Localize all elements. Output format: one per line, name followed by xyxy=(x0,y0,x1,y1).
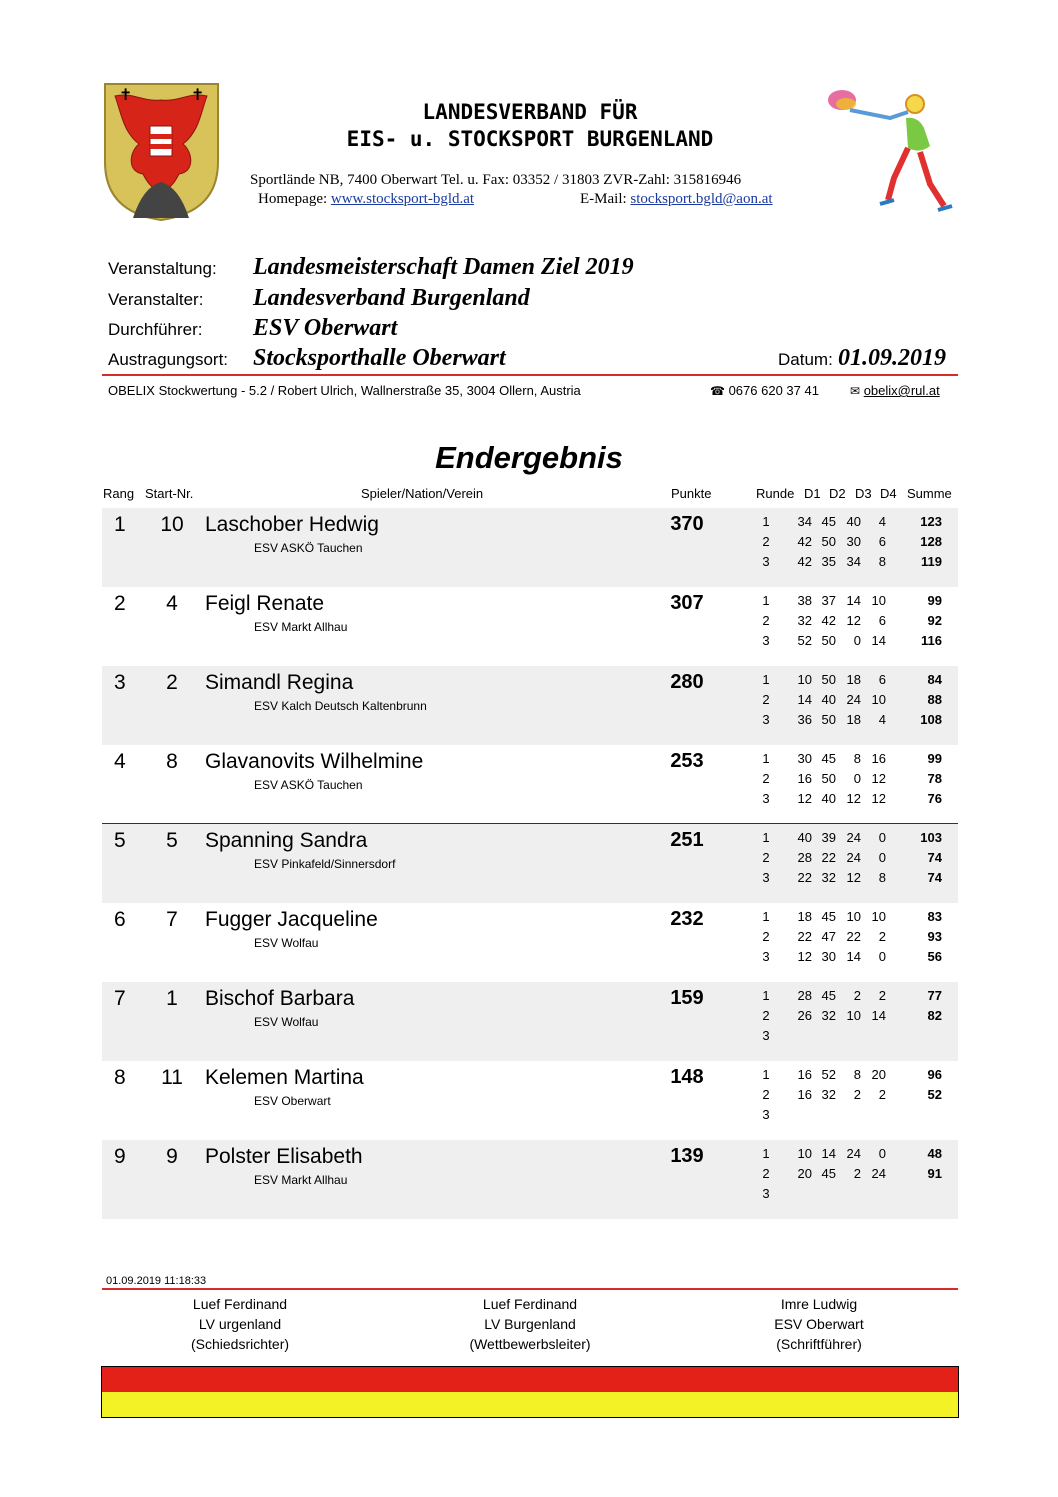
d3-value: 2 xyxy=(853,1087,861,1102)
col-d3: D3 xyxy=(855,486,872,501)
summe-value: 52 xyxy=(927,1087,942,1102)
player-club: ESV Oberwart xyxy=(254,1094,331,1108)
runde-value: 3 xyxy=(762,633,770,648)
runde-value: 1 xyxy=(762,909,770,924)
durchfuehrer-value: ESV Oberwart xyxy=(253,315,398,341)
summe-value: 83 xyxy=(927,909,942,924)
row-divider xyxy=(102,823,958,824)
runde-value: 2 xyxy=(762,692,770,707)
d1-value: 42 xyxy=(797,534,812,549)
result-row xyxy=(102,587,958,666)
d1-value: 18 xyxy=(797,909,812,924)
player-name: Kelemen Martina xyxy=(205,1066,364,1089)
mail-icon: ✉ xyxy=(850,384,861,398)
d3-value: 2 xyxy=(853,1166,861,1181)
d3-value: 0 xyxy=(853,771,861,786)
signature-name: Luef Ferdinand xyxy=(192,1296,288,1312)
signature-org: LV Burgenland xyxy=(484,1316,576,1332)
veranstalter-value: Landesverband Burgenland xyxy=(253,285,530,311)
player-club: ESV Markt Allhau xyxy=(254,1173,348,1187)
d4-value: 0 xyxy=(878,850,886,865)
d4-value: 8 xyxy=(878,870,886,885)
summe-value: 48 xyxy=(927,1146,942,1161)
d2-value: 45 xyxy=(821,909,836,924)
d2-value: 45 xyxy=(821,514,836,529)
summe-value: 76 xyxy=(927,791,942,806)
d4-value: 10 xyxy=(871,692,886,707)
d2-value: 40 xyxy=(821,791,836,806)
d1-value: 38 xyxy=(797,593,812,608)
col-runde: Runde xyxy=(756,486,795,501)
print-timestamp: 01.09.2019 11:18:33 xyxy=(106,1275,207,1287)
d4-value: 14 xyxy=(871,1008,886,1023)
player-club: ESV Pinkafeld/Sinnersdorf xyxy=(254,857,396,871)
d1-value: 10 xyxy=(797,1146,812,1161)
d1-value: 28 xyxy=(797,988,812,1003)
d4-value: 2 xyxy=(878,1087,886,1102)
summe-value: 92 xyxy=(927,613,942,628)
rang-value: 2 xyxy=(114,592,126,615)
stocksport-player-illustration xyxy=(820,88,955,216)
d2-value: 14 xyxy=(821,1146,836,1161)
runde-value: 2 xyxy=(762,1166,770,1181)
d1-value: 20 xyxy=(797,1166,812,1181)
result-row xyxy=(102,1061,958,1140)
rang-value: 7 xyxy=(114,987,126,1010)
rang-value: 8 xyxy=(114,1066,126,1089)
summe-value: 91 xyxy=(927,1166,942,1181)
d2-value: 42 xyxy=(821,613,836,628)
d1-value: 28 xyxy=(797,850,812,865)
d2-value: 50 xyxy=(821,534,836,549)
runde-value: 1 xyxy=(762,988,770,1003)
email-link[interactable]: stocksport.bgld@aon.at xyxy=(630,191,773,207)
summe-value: 116 xyxy=(921,633,942,648)
player-club: ESV ASKÖ Tauchen xyxy=(254,541,363,555)
summe-value: 56 xyxy=(927,949,942,964)
flag-yellow-stripe xyxy=(102,1392,958,1417)
d2-value: 32 xyxy=(821,1087,836,1102)
summe-value: 74 xyxy=(927,850,942,865)
d3-value: 22 xyxy=(846,929,861,944)
col-start-nr: Start-Nr. xyxy=(145,486,194,501)
d2-value: 50 xyxy=(821,672,836,687)
association-title-line1: LANDESVERBAND FÜR xyxy=(422,100,638,124)
d1-value: 16 xyxy=(797,1067,812,1082)
d4-value: 12 xyxy=(871,771,886,786)
d2-value: 47 xyxy=(821,929,836,944)
runde-value: 1 xyxy=(762,1067,770,1082)
summe-value: 128 xyxy=(920,534,942,549)
signature-org: LV urgenland xyxy=(198,1316,282,1332)
start-nr-value: 5 xyxy=(166,829,178,852)
player-name: Glavanovits Wilhelmine xyxy=(205,750,424,773)
summe-value: 99 xyxy=(927,593,942,608)
runde-value: 2 xyxy=(762,1008,770,1023)
austragungsort-value: Stocksporthalle Oberwart xyxy=(253,345,506,371)
d2-value: 22 xyxy=(821,850,836,865)
result-row xyxy=(102,508,958,587)
d2-value: 37 xyxy=(821,593,836,608)
player-name: Spanning Sandra xyxy=(205,829,368,852)
d1-value: 52 xyxy=(797,633,812,648)
d3-value: 10 xyxy=(846,909,861,924)
rang-value: 5 xyxy=(114,829,126,852)
col-punkte: Punkte xyxy=(671,486,712,501)
player-name: Bischof Barbara xyxy=(205,987,355,1010)
summe-value: 82 xyxy=(927,1008,942,1023)
result-row xyxy=(102,1140,958,1219)
runde-value: 2 xyxy=(762,850,770,865)
runde-value: 3 xyxy=(762,949,770,964)
d2-value: 50 xyxy=(821,633,836,648)
d4-value: 10 xyxy=(871,593,886,608)
software-phone: 0676 620 37 41 xyxy=(728,383,819,398)
svg-text:✝: ✝ xyxy=(191,85,205,104)
runde-value: 3 xyxy=(762,870,770,885)
d1-value: 26 xyxy=(797,1008,812,1023)
summe-value: 103 xyxy=(920,830,942,845)
association-address: Sportlände NB, 7400 Oberwart Tel. u. Fax: 03352 / 31803 ZVR-Zahl: 315816946 xyxy=(250,172,742,188)
start-nr-value: 1 xyxy=(166,987,178,1010)
d4-value: 0 xyxy=(878,1146,886,1161)
punkte-value: 280 xyxy=(670,671,704,693)
runde-value: 3 xyxy=(762,1107,770,1122)
runde-value: 1 xyxy=(762,514,770,529)
signature-name: Imre Ludwig xyxy=(780,1296,858,1312)
d3-value: 40 xyxy=(846,514,861,529)
software-email-link[interactable]: obelix@rul.at xyxy=(863,383,940,398)
veranstalter-label: Veranstalter: xyxy=(108,290,204,309)
signature-block-wettbewerbsleiter xyxy=(430,1294,630,1354)
runde-value: 3 xyxy=(762,1028,770,1043)
punkte-value: 253 xyxy=(670,750,704,772)
rang-value: 9 xyxy=(114,1145,126,1168)
col-rang: Rang xyxy=(103,486,135,501)
result-row xyxy=(102,666,958,745)
d3-value: 2 xyxy=(853,988,861,1003)
summe-value: 88 xyxy=(927,692,942,707)
runde-value: 3 xyxy=(762,1186,770,1201)
d3-value: 24 xyxy=(846,1146,861,1161)
start-nr-value: 9 xyxy=(166,1145,178,1168)
start-nr-value: 10 xyxy=(160,513,184,536)
d1-value: 16 xyxy=(797,1087,812,1102)
summe-value: 119 xyxy=(921,554,942,569)
d4-value: 4 xyxy=(878,514,886,529)
d2-value: 40 xyxy=(821,692,836,707)
d4-value: 2 xyxy=(878,988,886,1003)
runde-value: 2 xyxy=(762,771,770,786)
summe-value: 96 xyxy=(927,1067,942,1082)
footer-divider xyxy=(102,1288,958,1290)
runde-value: 2 xyxy=(762,929,770,944)
d4-value: 2 xyxy=(878,929,886,944)
start-nr-value: 7 xyxy=(166,908,178,931)
runde-value: 1 xyxy=(762,1146,770,1161)
runde-value: 1 xyxy=(762,672,770,687)
d3-value: 10 xyxy=(846,1008,861,1023)
punkte-value: 148 xyxy=(670,1066,704,1088)
summe-value: 74 xyxy=(927,870,942,885)
summe-value: 84 xyxy=(927,672,942,687)
d3-value: 0 xyxy=(853,633,861,648)
d3-value: 8 xyxy=(853,751,861,766)
d3-value: 12 xyxy=(846,791,861,806)
d4-value: 24 xyxy=(871,1166,886,1181)
punkte-value: 251 xyxy=(670,829,704,851)
email-label: E-Mail: xyxy=(580,191,627,207)
d2-value: 45 xyxy=(821,751,836,766)
homepage-link[interactable]: www.stocksport-bgld.at xyxy=(330,191,475,207)
runde-value: 3 xyxy=(762,554,770,569)
d3-value: 8 xyxy=(853,1067,861,1082)
burgenland-coat-of-arms-logo xyxy=(103,82,220,222)
d4-value: 20 xyxy=(871,1067,886,1082)
d3-value: 30 xyxy=(846,534,861,549)
datum-value: 01.09.2019 xyxy=(838,345,946,371)
d4-value: 6 xyxy=(878,672,886,687)
summe-value: 77 xyxy=(927,988,942,1003)
col-summe: Summe xyxy=(907,486,952,501)
col-d1: D1 xyxy=(804,486,821,501)
runde-value: 2 xyxy=(762,1087,770,1102)
d1-value: 22 xyxy=(797,870,812,885)
result-row xyxy=(102,745,958,824)
datum-label: Datum: xyxy=(778,350,833,369)
phone-icon: ☎ xyxy=(710,384,725,398)
player-name: Polster Elisabeth xyxy=(205,1145,363,1168)
d2-value: 39 xyxy=(821,830,836,845)
d4-value: 12 xyxy=(871,791,886,806)
veranstaltung-value: Landesmeisterschaft Damen Ziel 2019 xyxy=(253,254,634,280)
runde-value: 1 xyxy=(762,751,770,766)
result-row xyxy=(102,824,958,903)
d1-value: 32 xyxy=(797,613,812,628)
d4-value: 16 xyxy=(871,751,886,766)
signature-name: Luef Ferdinand xyxy=(482,1296,578,1312)
runde-value: 1 xyxy=(762,593,770,608)
rang-value: 4 xyxy=(114,750,126,773)
signature-org: ESV Oberwart xyxy=(774,1316,864,1332)
d2-value: 45 xyxy=(821,988,836,1003)
player-name: Fugger Jacqueline xyxy=(205,908,378,931)
header-divider xyxy=(102,374,958,376)
d2-value: 30 xyxy=(821,949,836,964)
col-d4: D4 xyxy=(880,486,897,501)
d2-value: 35 xyxy=(821,554,836,569)
start-nr-value: 4 xyxy=(166,592,178,615)
d1-value: 10 xyxy=(797,672,812,687)
start-nr-value: 2 xyxy=(166,671,178,694)
d3-value: 24 xyxy=(846,692,861,707)
d4-value: 10 xyxy=(871,909,886,924)
d4-value: 6 xyxy=(878,534,886,549)
durchfuehrer-label: Durchführer: xyxy=(108,320,203,339)
d3-value: 12 xyxy=(846,870,861,885)
homepage-label: Homepage: xyxy=(258,191,328,207)
d3-value: 14 xyxy=(846,593,861,608)
punkte-value: 159 xyxy=(670,987,704,1009)
summe-value: 78 xyxy=(927,771,942,786)
col-d2: D2 xyxy=(829,486,846,501)
d1-value: 12 xyxy=(797,949,812,964)
signature-role: (Wettbewerbsleiter) xyxy=(469,1336,591,1352)
rang-value: 3 xyxy=(114,671,126,694)
austragungsort-label: Austragungsort: xyxy=(108,350,229,369)
d1-value: 34 xyxy=(797,514,812,529)
d2-value: 50 xyxy=(821,712,836,727)
d2-value: 32 xyxy=(821,1008,836,1023)
d1-value: 42 xyxy=(797,554,812,569)
d1-value: 22 xyxy=(797,929,812,944)
start-nr-value: 8 xyxy=(166,750,178,773)
d3-value: 24 xyxy=(846,850,861,865)
runde-value: 1 xyxy=(762,830,770,845)
runde-value: 3 xyxy=(762,712,770,727)
d4-value: 0 xyxy=(878,830,886,845)
d2-value: 32 xyxy=(821,870,836,885)
d4-value: 6 xyxy=(878,613,886,628)
runde-value: 2 xyxy=(762,613,770,628)
player-club: ESV Wolfau xyxy=(254,936,319,950)
d4-value: 14 xyxy=(871,633,886,648)
page-title: Endergebnis xyxy=(435,440,623,475)
d1-value: 30 xyxy=(797,751,812,766)
d1-value: 40 xyxy=(797,830,812,845)
d4-value: 8 xyxy=(878,554,886,569)
signature-block-schriftfuehrer xyxy=(719,1294,919,1354)
flag-red-stripe xyxy=(102,1367,958,1392)
player-club: ESV ASKÖ Tauchen xyxy=(254,778,363,792)
result-row xyxy=(102,903,958,982)
player-name: Feigl Renate xyxy=(205,592,325,615)
software-credit: OBELIX Stockwertung - 5.2 / Robert Ulrich, Wallnerstraße 35, 3004 Ollern, Austria xyxy=(108,383,581,398)
d3-value: 14 xyxy=(846,949,861,964)
punkte-value: 307 xyxy=(670,592,704,614)
svg-text:✝: ✝ xyxy=(119,85,133,104)
rang-value: 1 xyxy=(114,513,126,536)
d2-value: 45 xyxy=(821,1166,836,1181)
d4-value: 4 xyxy=(878,712,886,727)
player-club: ESV Markt Allhau xyxy=(254,620,348,634)
result-row xyxy=(102,982,958,1061)
d2-value: 52 xyxy=(821,1067,836,1082)
d3-value: 24 xyxy=(846,830,861,845)
start-nr-value: 11 xyxy=(161,1066,183,1089)
player-name: Laschober Hedwig xyxy=(205,513,379,536)
signature-role: (Schiedsrichter) xyxy=(190,1336,290,1352)
player-club: ESV Kalch Deutsch Kaltenbrunn xyxy=(254,699,427,713)
player-name: Simandl Regina xyxy=(205,671,354,694)
punkte-value: 139 xyxy=(670,1145,704,1167)
d2-value: 50 xyxy=(821,771,836,786)
summe-value: 93 xyxy=(927,929,942,944)
d1-value: 12 xyxy=(797,791,812,806)
punkte-value: 370 xyxy=(670,513,704,535)
d4-value: 0 xyxy=(878,949,886,964)
d3-value: 18 xyxy=(846,672,861,687)
col-spieler: Spieler/Nation/Verein xyxy=(361,486,484,501)
burgenland-flag-band xyxy=(101,1366,959,1418)
rang-value: 6 xyxy=(114,908,126,931)
runde-value: 3 xyxy=(762,791,770,806)
summe-value: 123 xyxy=(920,514,942,529)
summe-value: 108 xyxy=(920,712,942,727)
punkte-value: 232 xyxy=(670,908,704,930)
association-title-line2: EIS- u. STOCKSPORT BURGENLAND xyxy=(346,127,714,151)
player-club: ESV Wolfau xyxy=(254,1015,319,1029)
veranstaltung-label: Veranstaltung: xyxy=(108,259,217,278)
d1-value: 16 xyxy=(797,771,812,786)
d3-value: 34 xyxy=(846,554,861,569)
summe-value: 99 xyxy=(927,751,942,766)
signature-role: (Schriftführer) xyxy=(776,1336,862,1352)
d1-value: 36 xyxy=(797,712,812,727)
d1-value: 14 xyxy=(797,692,812,707)
runde-value: 2 xyxy=(762,534,770,549)
d3-value: 18 xyxy=(846,712,861,727)
signature-block-schiedsrichter xyxy=(140,1294,340,1354)
d3-value: 12 xyxy=(846,613,861,628)
